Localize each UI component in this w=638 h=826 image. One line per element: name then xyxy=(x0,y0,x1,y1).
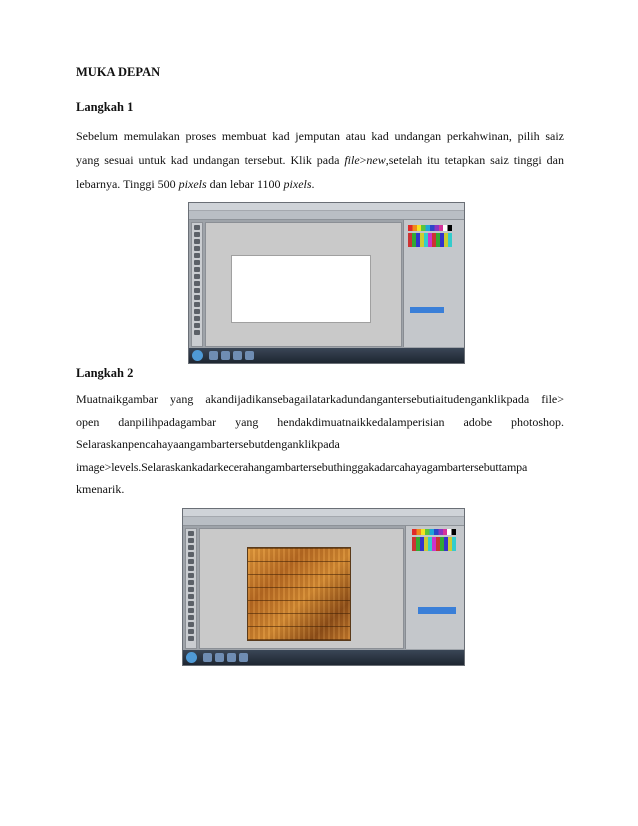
page-title: MUKA DEPAN xyxy=(76,65,161,79)
step2-line-5: kmenarik. xyxy=(76,482,125,496)
screenshot-options-bar xyxy=(189,211,464,220)
step2-line-1: Muatnaikgambar yang akandijadikansebagailatarkadundangantersebutiaitudenganklikpada file> xyxy=(76,392,564,406)
screenshot-menu-bar xyxy=(189,203,464,211)
color-swatches xyxy=(408,225,452,231)
step2-paragraph xyxy=(76,388,564,501)
screenshot-toolbox xyxy=(185,528,197,649)
screenshot-menu-bar xyxy=(183,509,464,517)
screenshot-options-bar xyxy=(183,517,464,526)
step2-line-2: open danpilihpadagambar yang hendakdimuatnaikkedalamperisian adobe photoshop. xyxy=(76,414,564,429)
step1-line-1: Sebelum memulakan proses membuat kad jemputan atau kad undangan perkahwinan, pilih saiz xyxy=(76,129,564,143)
photoshop-wood-image-screenshot xyxy=(182,508,465,666)
windows-taskbar xyxy=(183,650,464,665)
screenshot-toolbox xyxy=(191,222,203,347)
swatch-grid xyxy=(408,233,452,247)
layer-row xyxy=(418,607,456,614)
photoshop-new-document-screenshot xyxy=(188,202,465,364)
color-swatches xyxy=(412,529,456,535)
step2-line-3: Selaraskanpencahayaangambartersebutdenganklikpada xyxy=(76,437,340,451)
step2-heading: Langkah 2 xyxy=(76,366,134,380)
step1-line-2: yang sesuai untuk kad undangan tersebut. Klik pada file>new,setelah itu tetapkan saiz tinggi dan xyxy=(76,153,564,167)
layer-row xyxy=(410,307,444,313)
step1-line-3: lebarnya. Tinggi 500 pixels dan lebar 1100 pixels. xyxy=(76,177,315,191)
step1-heading: Langkah 1 xyxy=(76,100,134,114)
wood-texture-canvas xyxy=(247,547,351,641)
windows-taskbar xyxy=(189,348,464,363)
step1-paragraph xyxy=(76,124,564,196)
swatch-grid xyxy=(412,537,456,551)
step2-line-4: image>levels.Selaraskankadarkecerahangambartersebuthinggakadarcahayagambartersebuttampa xyxy=(76,459,528,474)
blank-canvas xyxy=(231,255,371,323)
